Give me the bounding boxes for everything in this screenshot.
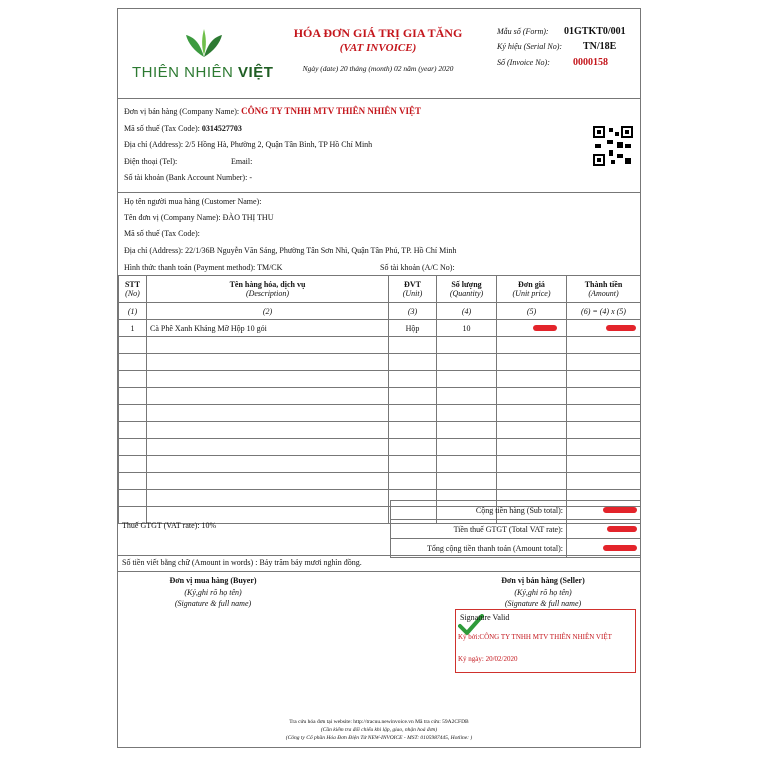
qr-code-icon — [593, 126, 633, 166]
words-label: Số tiền viết bằng chữ (Amount in words) : — [122, 558, 258, 567]
table-row-empty — [119, 422, 641, 439]
amount-in-words — [122, 558, 362, 567]
index-cell: (3) — [389, 303, 437, 320]
signature-valid-label: Signature Valid — [460, 613, 510, 622]
table-row-empty — [119, 371, 641, 388]
row-unit-price — [497, 320, 567, 337]
number-value: 0000158 — [573, 57, 608, 68]
row-amount — [567, 320, 641, 337]
vat-label: Tiền thuế GTGT (Total VAT rate): — [391, 520, 567, 539]
index-cell: (2) — [147, 303, 389, 320]
logo-brand-bold: VIỆT — [238, 64, 274, 81]
seller-signature-hint: (Ký,ghi rõ họ tên) — [514, 588, 572, 597]
buyer-address-value: 22/1/36B Nguyễn Văn Sáng, Phường Tân Sơn Nhì, Quận Tân Phú, TP. Hồ Chí Minh — [185, 246, 457, 255]
footer-note: (Cần kiểm tra đối chiếu khi lập, giao, nhận hoá đơn) — [320, 727, 438, 733]
buyer-payment-label: Hình thức thanh toán (Payment method): — [124, 263, 256, 272]
redaction-mark — [607, 526, 637, 532]
buyer-company — [124, 213, 273, 222]
header-no: STT (No) — [119, 276, 147, 303]
table-row-empty — [119, 473, 641, 490]
vat-rate — [122, 521, 216, 530]
totals-table — [390, 500, 641, 558]
table-row-empty — [119, 405, 641, 422]
header-unit-price: Đơn giá (Unit price) — [497, 276, 567, 303]
form-value: 01GTKT0/001 — [564, 26, 626, 37]
subtotal-label: Cộng tiền hàng (Sub total): — [391, 501, 567, 520]
buyer-signature-hint-en: (Signature & full name) — [174, 599, 252, 608]
seller-address-label: Địa chỉ (Address): — [124, 140, 184, 149]
index-cell: (1) — [119, 303, 147, 320]
buyer-name — [124, 197, 261, 206]
serial-label: Ký hiệu (Serial No): — [497, 42, 563, 51]
seller-address — [124, 140, 372, 149]
total-label: Tổng cộng tiền thanh toán (Amount total): — [391, 539, 567, 558]
table-row-empty — [119, 456, 641, 473]
buyer-company-value: ĐÀO THỊ THU — [222, 213, 274, 222]
redaction-mark — [533, 325, 557, 331]
table-index-row — [119, 303, 641, 320]
buyer-address — [124, 246, 456, 255]
company-logo — [132, 29, 272, 89]
index-cell: (5) — [497, 303, 567, 320]
seller-tax-value: 0314527703 — [201, 124, 242, 133]
form-label: Mẫu số (Form): — [497, 27, 549, 36]
seller-company — [124, 106, 421, 116]
redaction-mark — [603, 507, 637, 513]
buyer-payment — [124, 263, 282, 272]
index-cell: (6) = (4) x (5) — [567, 303, 641, 320]
seller-email — [231, 157, 252, 166]
seller-bank-value: - — [249, 173, 252, 182]
words-value: Bảy trăm bảy mươi nghìn đồng. — [259, 558, 362, 567]
seller-tax-label: Mã số thuế (Tax Code): — [124, 124, 200, 133]
vat-rate-label: Thuế GTGT (VAT rate): — [122, 521, 200, 530]
seller-address-value: 2/5 Hồng Hà, Phường 2, Quận Tân Bình, TP Hồ Chí Minh — [185, 140, 373, 149]
seller-bank — [124, 173, 252, 182]
buyer-address-label: Địa chỉ (Address): — [124, 246, 184, 255]
seller-bank-label: Số tài khoản (Bank Account Number): — [124, 173, 248, 182]
invoice-date: Ngày (date) 20 tháng (month) 02 năm (year) 2020 — [302, 64, 454, 73]
vat-rate-value: 10% — [201, 521, 217, 530]
buyer-name-label: Họ tên người mua hàng (Customer Name): — [124, 197, 262, 206]
row-quantity: 10 — [437, 320, 497, 337]
items-table — [118, 275, 641, 524]
redaction-mark — [603, 545, 637, 551]
table-row-empty — [119, 337, 641, 354]
seller-phone — [124, 157, 177, 166]
table-row-empty — [119, 388, 641, 405]
buyer-company-label: Tên đơn vị (Company Name): — [124, 213, 221, 222]
header-quantity: Số lượng (Quantity) — [437, 276, 497, 303]
invoice-title-en: (VAT INVOICE) — [339, 42, 417, 54]
buyer-signature-title: Đơn vị mua hàng (Buyer) — [169, 576, 257, 585]
row-description: Cà Phê Xanh Kháng Mỡ Hộp 10 gói — [147, 320, 389, 337]
serial-value: TN/18E — [583, 41, 617, 52]
table-row — [119, 320, 641, 337]
number-label: Số (Invoice No): — [497, 58, 550, 67]
digital-signature-box — [455, 609, 636, 673]
row-unit: Hộp — [389, 320, 437, 337]
seller-email-label: Email: — [231, 157, 253, 166]
vat-row — [391, 520, 641, 539]
redaction-mark — [606, 325, 636, 331]
buyer-payment-value: TM/CK — [257, 263, 283, 272]
buyer-account-label: Số tài khoản (A/C No): — [380, 263, 455, 272]
seller-signature-title: Đơn vị bán hàng (Seller) — [501, 576, 585, 585]
row-no: 1 — [119, 320, 147, 337]
signed-date: Ký ngày: 20/02/2020 — [458, 655, 518, 663]
invoice-title: HÓA ĐƠN GIÁ TRỊ GIA TĂNG — [293, 26, 463, 40]
footer-provider: (Công ty Cổ phần Hóa Đơn Điện Tử NEW-INVOICE - MST: 0105987445, Hotline: ) — [285, 735, 473, 741]
table-row-empty — [119, 354, 641, 371]
seller-signature-hint-en: (Signature & full name) — [504, 599, 582, 608]
subtotal-row — [391, 501, 641, 520]
seller-phone-label: Điện thoại (Tel): — [124, 157, 178, 166]
header-unit: ĐVT (Unit) — [389, 276, 437, 303]
logo-brand-light: THIÊN NHIÊN — [132, 64, 234, 81]
footer-lookup: Tra cứu hóa đơn tại website: http://tracuu.newinvoice.vn Mã tra cứu: 59A2CFDB — [289, 719, 469, 725]
seller-company-value: CÔNG TY TNHH MTV THIÊN NHIÊN VIỆT — [241, 106, 421, 116]
index-cell: (4) — [437, 303, 497, 320]
header-description: Tên hàng hóa, dịch vụ (Description) — [147, 276, 389, 303]
buyer-account — [380, 263, 455, 272]
leaf-logo-icon — [184, 29, 224, 59]
signed-by: Ký bởi:CÔNG TY TNHH MTV THIÊN NHIÊN VIỆT — [458, 633, 612, 641]
seller-company-label: Đơn vị bán hàng (Company Name): — [124, 107, 240, 116]
header-amount: Thành tiền (Amount) — [567, 276, 641, 303]
table-row-empty — [119, 439, 641, 456]
invoice-page — [117, 8, 641, 748]
buyer-tax — [124, 229, 200, 238]
buyer-signature-hint: (Ký,ghi rõ họ tên) — [184, 588, 242, 597]
buyer-tax-label: Mã số thuế (Tax Code): — [124, 229, 200, 238]
seller-tax — [124, 124, 242, 133]
table-header-row — [119, 276, 641, 303]
